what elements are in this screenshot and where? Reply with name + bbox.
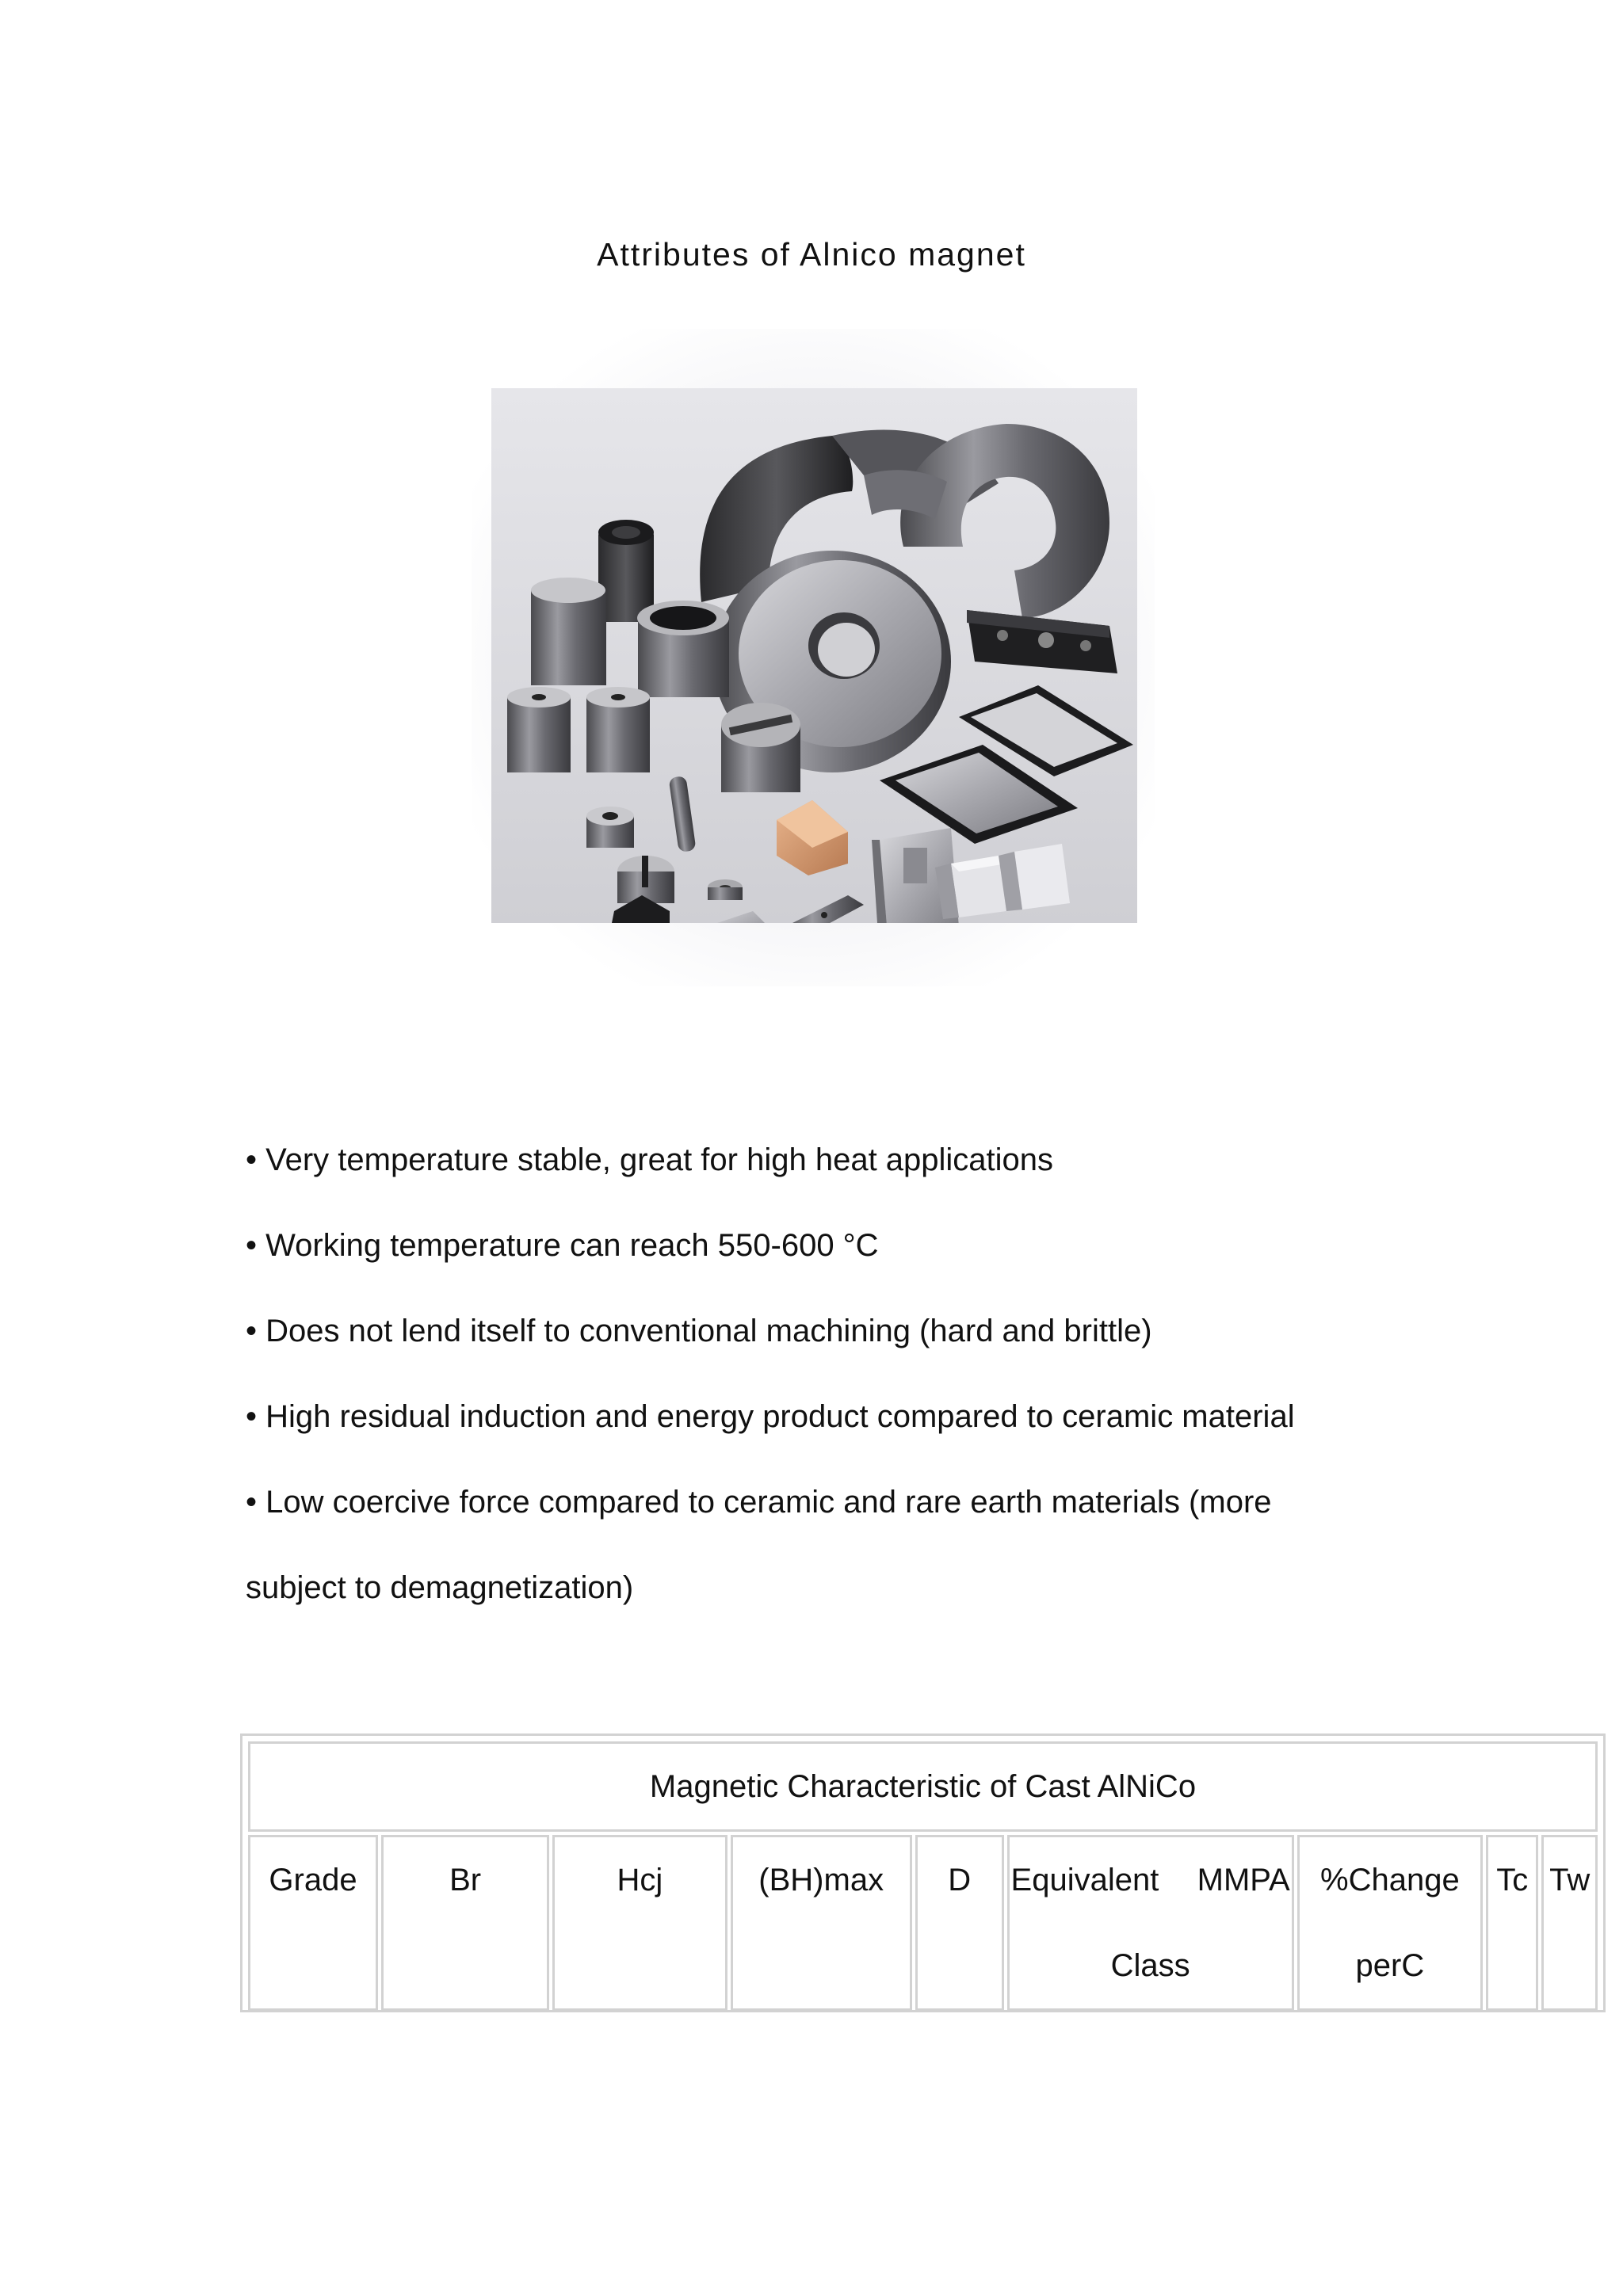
alnico-magnets-photo [491,388,1137,923]
header-equivalent-text: Equivalent [1010,1863,1159,1897]
column-header-bhmax: (BH)max [731,1835,912,2011]
list-item: subject to demagnetization) [246,1570,634,1605]
attribute-list [246,1117,1395,1630]
list-item: • Very temperature stable, great for high heat applications [246,1142,1054,1177]
header-mmpa-text: MMPA [1197,1863,1290,1897]
page-title: Attributes of Alnico magnet [597,236,1026,273]
column-header-hcj: Hcj [552,1835,727,2011]
characteristics-table-frame [240,1733,1606,2012]
list-item: • High residual induction and energy product compared to ceramic material [246,1399,1295,1434]
list-item: • Working temperature can reach 550-600 °C [246,1228,879,1263]
header-class-text: Class [1110,1948,1190,1983]
column-header-equivalent-mmpa-class [1007,1835,1294,2011]
characteristics-table [245,1738,1601,2014]
header-perc-text: perC [1355,1948,1425,1983]
column-header-br: Br [381,1835,549,2011]
column-header-change-perc [1297,1835,1483,2011]
column-header-d: D [915,1835,1004,2011]
table-caption: Magnetic Characteristic of Cast AlNiCo [248,1741,1598,1832]
column-header-tw: Tw [1541,1835,1598,2011]
column-header-grade: Grade [248,1835,378,2011]
column-header-tc: Tc [1486,1835,1538,2011]
list-item: • Does not lend itself to conventional machining (hard and brittle) [246,1314,1152,1348]
list-item: • Low coercive force compared to ceramic and rare earth materials (more [246,1485,1272,1520]
header-change-text: %Change [1320,1863,1460,1897]
